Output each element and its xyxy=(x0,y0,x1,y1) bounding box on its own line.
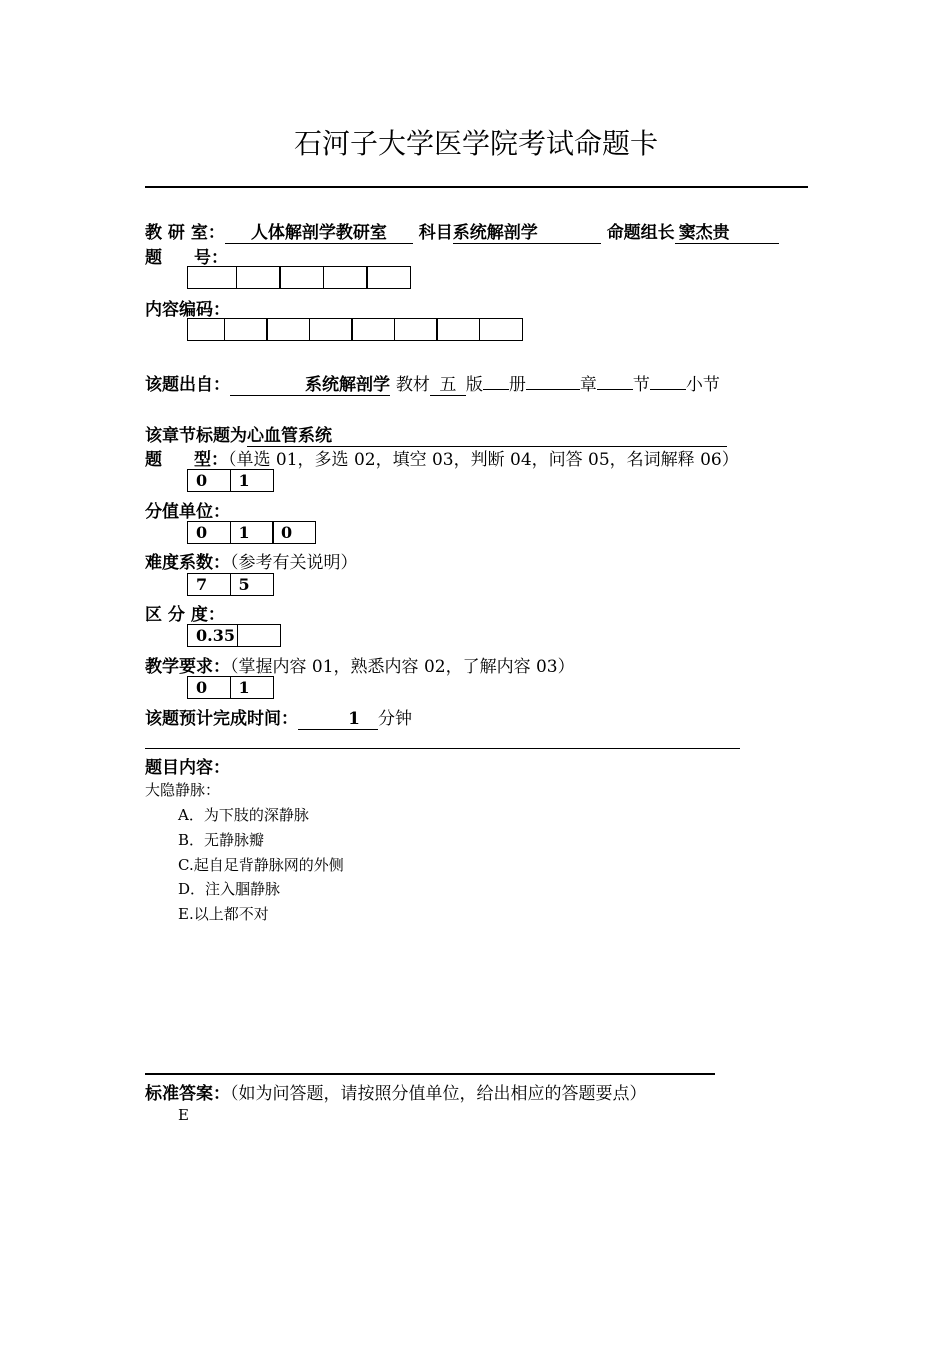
difficulty-boxes[interactable] xyxy=(187,573,274,596)
source-row xyxy=(145,370,720,396)
chapter-title-label: 该章节标题为 xyxy=(145,426,247,446)
question-no-cell[interactable] xyxy=(323,266,368,289)
est-time-unit: 分钟 xyxy=(378,709,412,729)
content-code-cell[interactable] xyxy=(309,318,353,341)
option-e: E.以上都不对 xyxy=(178,905,269,923)
question-type-hint: （单选 01，多选 02，填空 03，判断 04，问答 05，名词解释 06） xyxy=(228,450,739,470)
section-label: 节 xyxy=(632,375,650,395)
difficulty-label: 难度系数： xyxy=(145,553,230,573)
answer-divider xyxy=(145,1073,715,1075)
section-blank[interactable] xyxy=(597,389,633,390)
content-code-cell[interactable] xyxy=(224,318,268,341)
answer-row xyxy=(145,1079,647,1104)
header-row xyxy=(145,218,779,244)
subsection-blank[interactable] xyxy=(650,389,686,390)
teaching-req-boxes[interactable] xyxy=(187,676,274,699)
question-stem: 大隐静脉： xyxy=(145,781,221,799)
option-a: A．为下肢的深静脉 xyxy=(178,806,309,824)
content-code-boxes[interactable] xyxy=(187,318,523,341)
content-divider xyxy=(145,748,740,749)
difficulty-cell[interactable]: 5 xyxy=(230,573,274,596)
est-time-row xyxy=(145,704,412,730)
dept-value: 人体解剖学教研室 xyxy=(225,223,413,244)
content-code-cell[interactable] xyxy=(436,318,480,341)
score-unit-cell[interactable]: 1 xyxy=(230,521,274,544)
difficulty-hint: （参考有关说明） xyxy=(230,553,358,573)
page-title: 石河子大学医学院考试命题卡 xyxy=(293,127,658,160)
answer-hint: （如为问答题，请按照分值单位，给出相应的答题要点） xyxy=(230,1084,647,1104)
score-unit-label: 分值单位： xyxy=(145,502,230,522)
content-code-cell[interactable] xyxy=(394,318,438,341)
subject-value: 系统解剖学 xyxy=(453,223,601,244)
chapter-blank[interactable] xyxy=(526,389,580,390)
discrimination-boxes[interactable] xyxy=(187,624,281,647)
option-d: D．注入腘静脉 xyxy=(178,880,281,898)
option-b: B．无静脉瓣 xyxy=(178,831,265,849)
answer-label: 标准答案： xyxy=(145,1084,230,1104)
source-book-value: 系统解剖学 xyxy=(230,375,390,396)
teaching-req-cell[interactable]: 1 xyxy=(230,676,274,699)
answer-value: E xyxy=(178,1106,189,1124)
content-code-cell[interactable] xyxy=(266,318,310,341)
title-divider xyxy=(145,186,808,188)
content-label: 题目内容： xyxy=(145,758,230,778)
content-code-cell[interactable] xyxy=(187,318,225,341)
question-no-cell[interactable] xyxy=(187,266,237,289)
option-c: C.起自足背静脉网的外侧 xyxy=(178,856,344,874)
subject-label: 科目 xyxy=(418,223,453,243)
leader-label: 命题组长 xyxy=(606,223,675,243)
question-no-boxes[interactable] xyxy=(187,266,411,289)
question-no-label: 题 号： xyxy=(145,248,228,268)
source-label: 该题出自： xyxy=(145,375,230,395)
chapter-title-value: 心血管系统 xyxy=(247,426,727,447)
discrimination-cell[interactable] xyxy=(237,624,281,647)
est-time-value: 1 xyxy=(298,709,378,730)
score-unit-boxes[interactable] xyxy=(187,521,316,544)
leader-value: 窦杰贵 xyxy=(675,223,779,244)
question-no-cell[interactable] xyxy=(236,266,281,289)
question-type-boxes[interactable] xyxy=(187,469,274,492)
content-code-label: 内容编码： xyxy=(145,300,230,320)
question-type-row: 题 型：（单选 01，多选 02，填空 03，判断 04，问答 05，名词解释 06） xyxy=(145,450,739,470)
teaching-req-label: 教学要求： xyxy=(145,657,230,677)
discrimination-cell[interactable]: 0.35 xyxy=(187,624,238,647)
subsection-label: 小节 xyxy=(685,375,720,395)
teaching-req-cell[interactable]: 0 xyxy=(187,676,231,699)
dept-label: 教 研 室： xyxy=(145,223,225,243)
volume-label: 册 xyxy=(508,375,526,395)
content-code-cell[interactable] xyxy=(479,318,523,341)
score-unit-cell[interactable]: 0 xyxy=(272,521,316,544)
question-type-cell[interactable]: 0 xyxy=(187,469,231,492)
textbook-label: 教材 xyxy=(395,375,430,395)
difficulty-cell[interactable]: 7 xyxy=(187,573,231,596)
chapter-label: 章 xyxy=(579,375,597,395)
est-time-label: 该题预计完成时间： xyxy=(145,709,298,729)
question-type-cell[interactable]: 1 xyxy=(230,469,274,492)
teaching-req-hint: （掌握内容 01，熟悉内容 02，了解内容 03） xyxy=(230,657,575,677)
difficulty-row xyxy=(145,548,358,573)
chapter-title-row xyxy=(145,421,727,447)
question-no-cell[interactable] xyxy=(279,266,324,289)
teaching-req-row xyxy=(145,652,575,677)
question-no-cell[interactable] xyxy=(366,266,411,289)
score-unit-cell[interactable]: 0 xyxy=(187,521,231,544)
edition-label: 版 xyxy=(465,375,483,395)
discrimination-label: 区 分 度： xyxy=(145,605,225,625)
content-code-cell[interactable] xyxy=(351,318,395,341)
edition-value: 五 xyxy=(430,375,466,396)
volume-blank[interactable] xyxy=(483,389,509,390)
